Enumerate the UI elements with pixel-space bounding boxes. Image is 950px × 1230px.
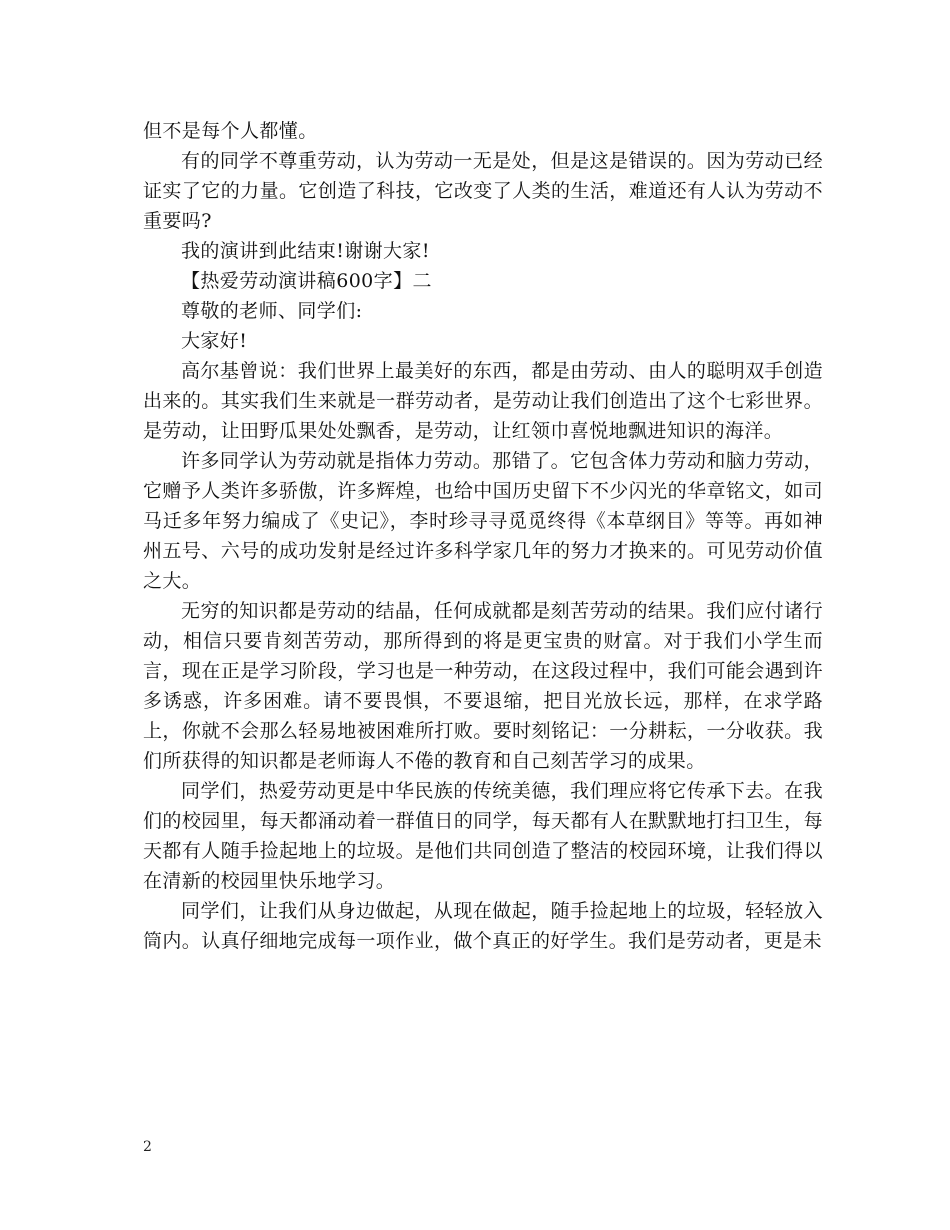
paragraph-7: 高尔基曾说：我们世界上最美好的东西，都是由劳动、由人的聪明双手创造出来的。其实我们生来就是一群劳动者，是劳动让我们创造出了这个七彩世界。是劳动，让田野瓜果处处飘香，是劳动，让红领巾喜悦地飘进知识的海洋。 xyxy=(143,360,823,442)
paragraph-11: 同学们，让我们从身边做起，从现在做起，随手捡起地上的垃圾，轻轻放入筒内。认真仔细地完成每一项作业，做个真正的好学生。我们是劳动者，更是未 xyxy=(143,900,823,952)
salutation: 尊敬的老师、同学们: xyxy=(181,300,363,322)
paragraph-10: 同学们，热爱劳动更是中华民族的传统美德，我们理应将它传承下去。在我们的校园里，每天都涌动着一群值日的同学，每天都有人在默默地打扫卫生，每天都有人随手捡起地上的垃圾。是他们共同创造了整洁的校园环境，让我们得以在清新的校园里快乐地学习。 xyxy=(143,780,823,892)
greeting: 大家好! xyxy=(181,330,248,352)
paragraph-9: 无穷的知识都是劳动的结晶，任何成就都是刻苦劳动的结果。我们应付诸行动，相信只要肯刻苦劳动，那所得到的将是更宝贵的财富。对于我们小学生而言，现在正是学习阶段，学习也是一种劳动，在这段过程中，我们可能会遇到许多诱惑，许多困难。请不要畏惧，不要退缩，把目光放长远，那样，在求学路上，你就不会那么轻易地被困难所打败。要时刻铭记：一分耕耘，一分收获。我们所获得的知识都是老师诲人不倦的教育和自己刻苦学习的成果。 xyxy=(143,600,823,772)
page-number: 2 xyxy=(143,1139,152,1155)
paragraph-1: 但不是每个人都懂。 xyxy=(143,120,318,142)
paragraph-2: 有的同学不尊重劳动，认为劳动一无是处，但是这是错误的。因为劳动已经证实了它的力量。它创造了科技，它改变了人类的生活，难道还有人认为劳动不重要吗? xyxy=(143,150,823,232)
paragraph-8: 许多同学认为劳动就是指体力劳动。那错了。它包含体力劳动和脑力劳动，它赠予人类许多骄傲，许多辉煌，也给中国历史留下不少闪光的华章铭文，如司马迁多年努力编成了《史记》，李时珍寻寻觅觅终得《本草纲目》等等。再如神州五号、六号的成功发射是经过许多科学家几年的努力才换来的。可见劳动价值之大。 xyxy=(143,450,823,592)
document-body xyxy=(143,116,823,956)
paragraph-3: 我的演讲到此结束!谢谢大家! xyxy=(181,240,430,262)
section-heading: 【热爱劳动演讲稿600字】二 xyxy=(181,270,432,292)
